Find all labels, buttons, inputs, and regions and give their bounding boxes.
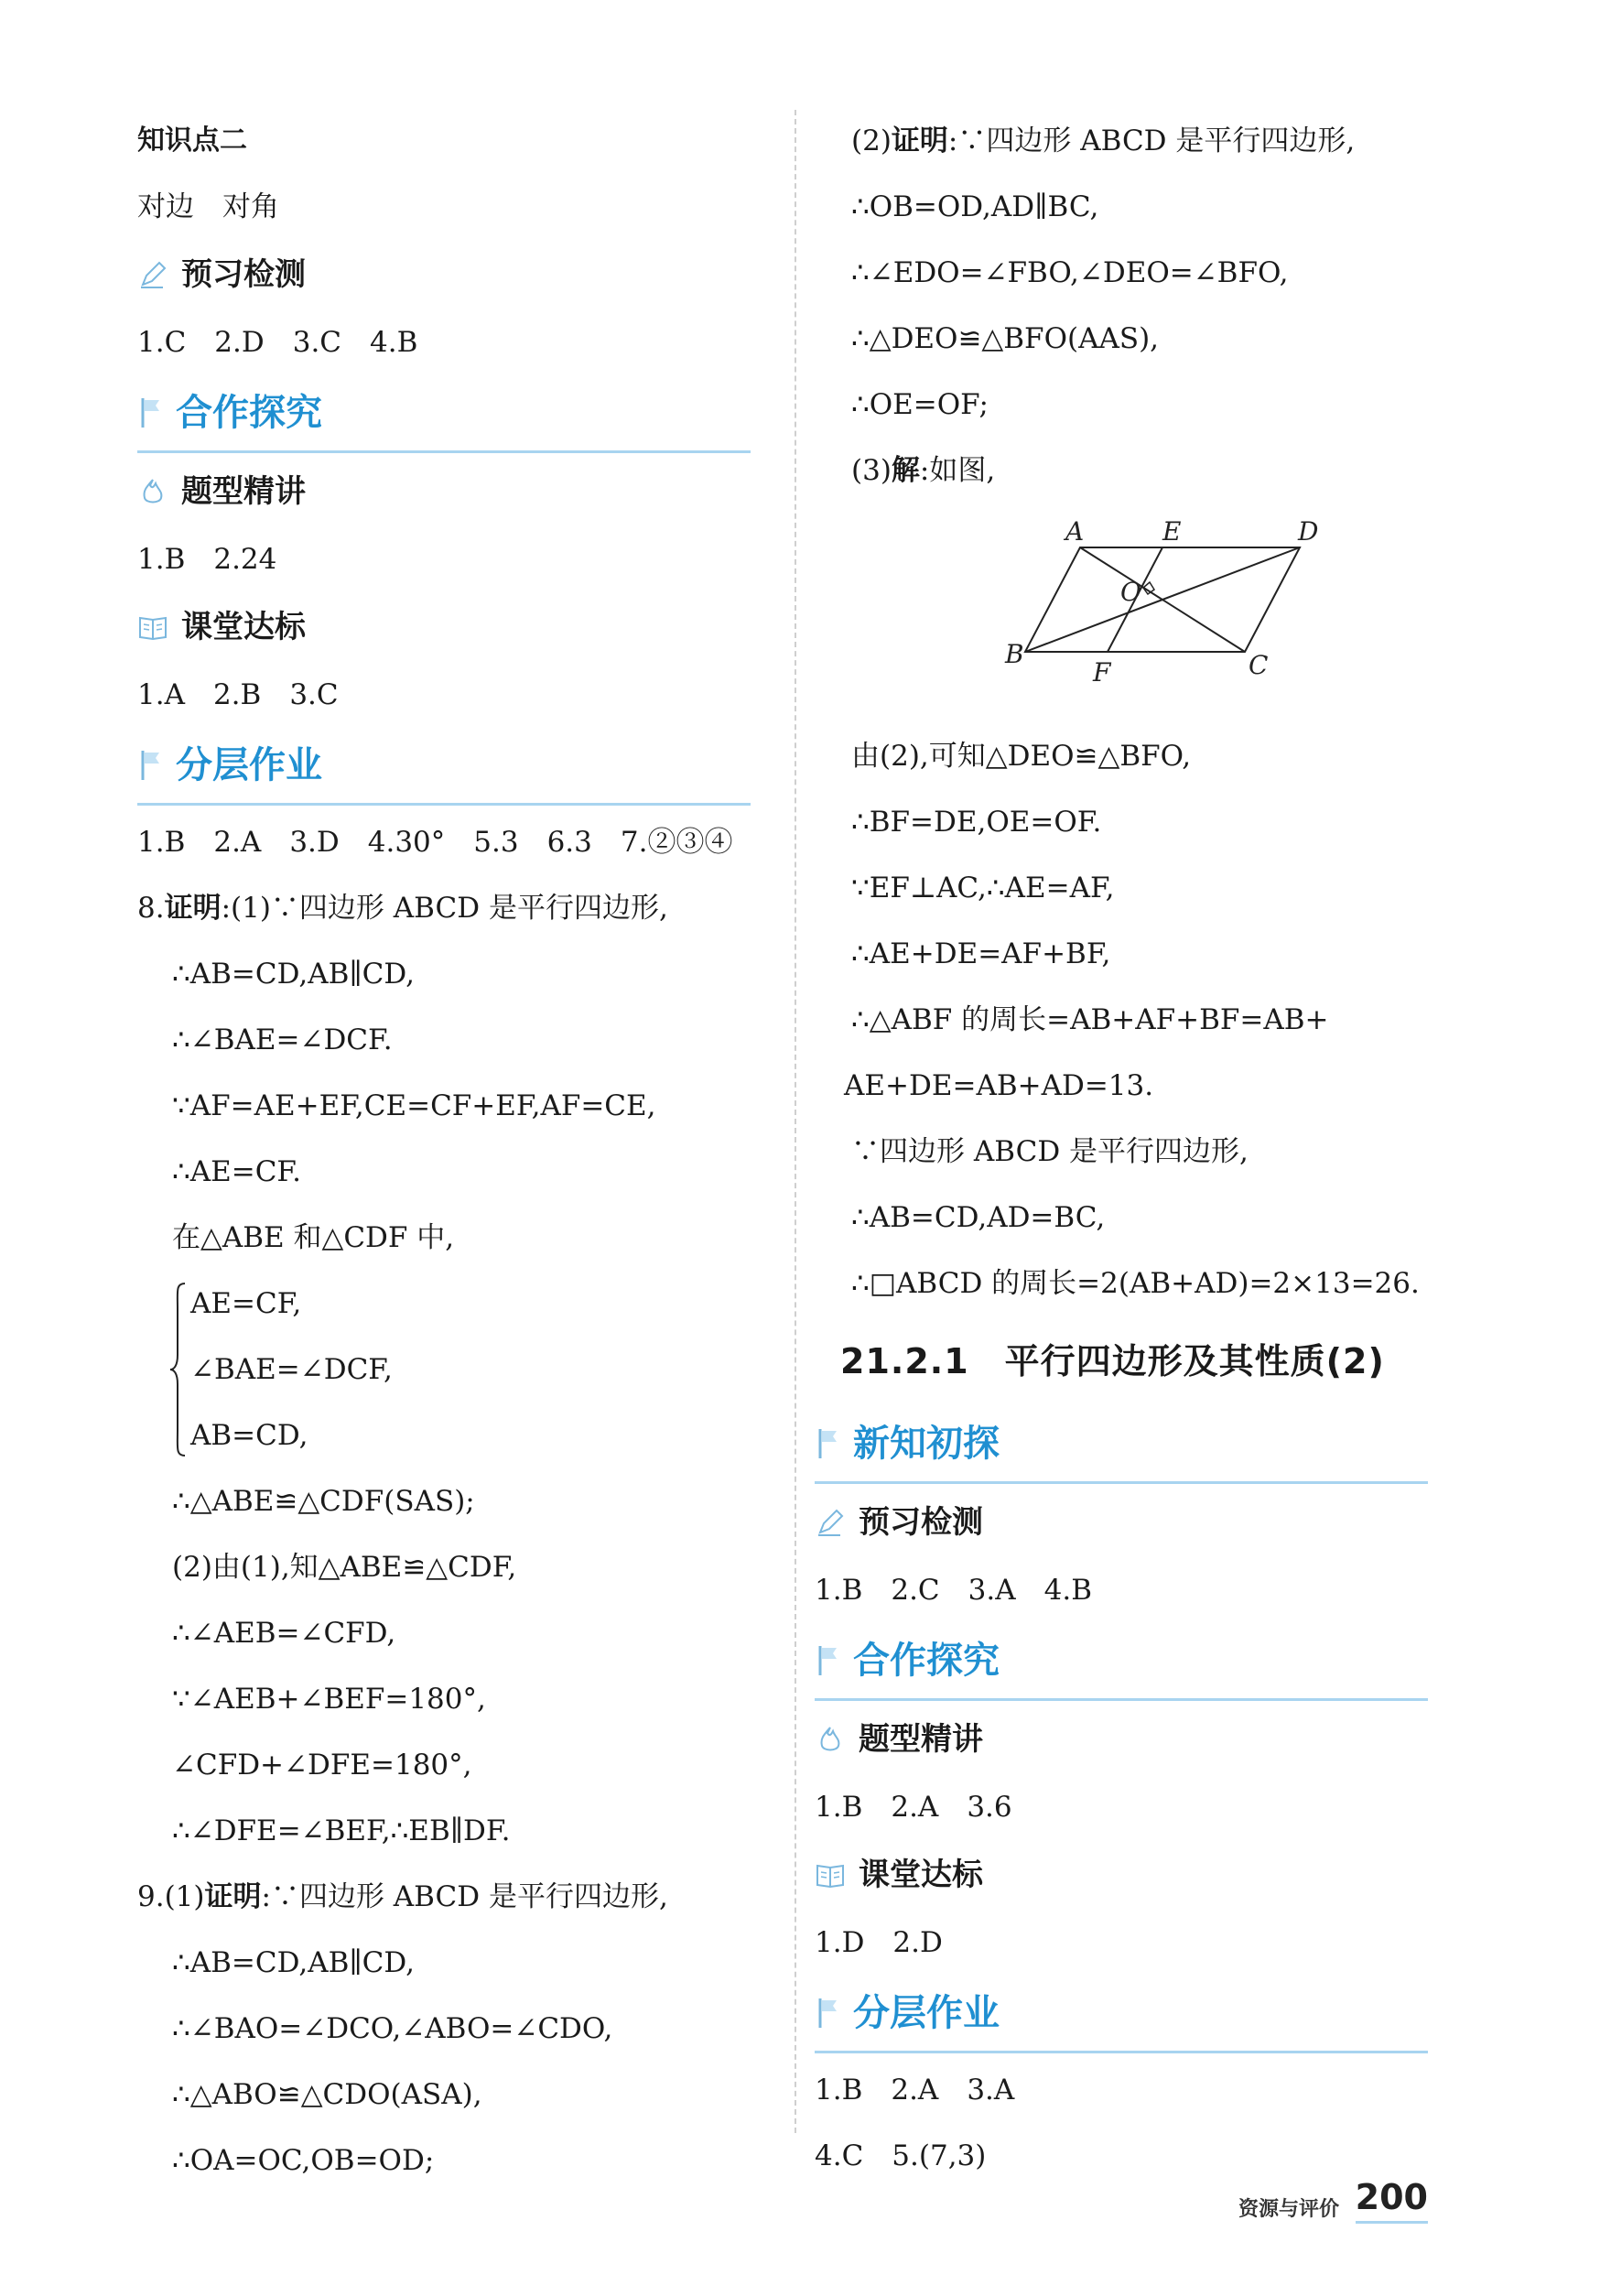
coop-heading-label: 合作探究 — [176, 392, 322, 434]
section-title: 21.2.1 平行四边形及其性质(2) — [840, 1341, 1385, 1381]
q8-line: ∴△ABE≌△CDF(SAS); — [172, 1485, 475, 1518]
q8-proof-label: 证明 — [164, 892, 222, 925]
q8-line: ∵AF=AE+EF,CE=CF+EF,AF=CE, — [172, 1089, 656, 1122]
type-heading-label: 题型精讲 — [181, 473, 306, 510]
q9-number: 9.(1) — [137, 1880, 205, 1913]
p2-line: ∴∠EDO=∠FBO,∠DEO=∠BFO, — [851, 256, 1289, 289]
q8-first-line — [137, 875, 760, 941]
flame-icon — [815, 1724, 846, 1755]
preview-heading — [815, 1488, 1455, 1557]
type-heading — [137, 457, 760, 526]
right-column — [815, 108, 1455, 2189]
system-line: AB=CD, — [190, 1419, 308, 1452]
p2-proof-label: 证明 — [891, 125, 948, 157]
class-answers: 1.A 2.B 3.C — [137, 678, 339, 711]
p3-line: AE+DE=AB+AD=13. — [844, 1069, 1154, 1102]
class-answers: 1.D 2.D — [815, 1926, 943, 1959]
p3-line: ∴△ABF 的周长=AB+AF+BF=AB+ — [851, 1003, 1329, 1036]
left-brace-icon — [168, 1282, 187, 1457]
p3-number: (3) — [851, 454, 892, 487]
q9-line: ∴OA=OC,OB=OD; — [172, 2144, 435, 2177]
preview-answers: 1.B 2.C 3.A 4.B — [815, 1574, 1092, 1607]
q8-line: ∴∠AEB=∠CFD, — [172, 1617, 396, 1650]
class-heading-label: 课堂达标 — [859, 1857, 983, 1893]
q8-line: ∴AB=CD,AB∥CD, — [172, 958, 415, 991]
label-e: E — [1162, 516, 1182, 547]
preview-answers: 1.C 2.D 3.C 4.B — [137, 326, 418, 359]
left-column — [137, 108, 760, 2193]
q8-number: 8. — [137, 892, 165, 925]
p2-line: ∴OB=OD,AD∥BC, — [851, 190, 1099, 223]
knowledge-point-title: 知识点二 — [137, 125, 247, 157]
preview-heading — [137, 240, 760, 309]
q8-equation-system — [137, 1271, 760, 1468]
label-b: B — [1005, 639, 1024, 669]
q9-proof-label: 证明 — [204, 1880, 262, 1913]
flag-icon — [815, 1425, 842, 1462]
parallelogram-diagram — [1005, 513, 1319, 723]
column-divider — [795, 110, 796, 2133]
p2-first-text: :∵四边形 ABCD 是平行四边形, — [947, 125, 1356, 157]
system-line: ∠BAE=∠DCF, — [190, 1353, 393, 1386]
q9-line: ∴AB=CD,AB∥CD, — [172, 1946, 415, 1979]
q8-line: 在△ABE 和△CDF 中, — [172, 1221, 455, 1254]
p3-line: ∴AB=CD,AD=BC, — [851, 1201, 1106, 1234]
q8-line: ∴∠DFE=∠BEF,∴EB∥DF. — [172, 1814, 511, 1847]
class-heading-label: 课堂达标 — [181, 609, 306, 645]
pencil-icon — [137, 259, 168, 290]
label-c: C — [1249, 650, 1269, 680]
layer-answers: 1.B 2.A 3.D 4.30° 5.3 6.3 7.②③④ — [137, 826, 733, 859]
parallelogram-figure — [851, 504, 1455, 723]
label-a: A — [1065, 516, 1085, 547]
q8-line: ∵∠AEB+∠BEF=180°, — [172, 1683, 486, 1716]
q9-line: ∴△ABO≌△CDO(ASA), — [172, 2078, 482, 2111]
preview-heading-label: 预习检测 — [181, 256, 306, 293]
type-answers: 1.B 2.A 3.6 — [815, 1791, 1012, 1824]
q8-line: ∴AE=CF. — [172, 1155, 301, 1188]
book-icon — [137, 612, 168, 643]
p2-line: ∴OE=OF; — [851, 388, 989, 421]
layer-heading — [137, 728, 751, 806]
label-f: F — [1093, 657, 1111, 688]
type-heading — [815, 1705, 1455, 1774]
layer-heading — [815, 1976, 1428, 2053]
system-line: AE=CF, — [190, 1287, 302, 1320]
type-answers: 1.B 2.24 — [137, 543, 277, 576]
p3-line: ∵EF⊥AC,∴AE=AF, — [851, 872, 1115, 904]
coop-heading — [815, 1623, 1428, 1701]
q8-line: (2)由(1),知△ABE≌△CDF, — [172, 1551, 517, 1584]
coop-heading-label: 合作探究 — [853, 1640, 1000, 1682]
footer-label: 资源与评价 — [1238, 2198, 1339, 2221]
preview-heading-label: 预习检测 — [859, 1504, 983, 1541]
flame-icon — [137, 476, 168, 507]
q9-line: ∴∠BAO=∠DCO,∠ABO=∠CDO, — [172, 2012, 613, 2045]
new-knowledge-heading — [815, 1406, 1428, 1484]
p3-line: ∵四边形 ABCD 是平行四边形, — [851, 1135, 1249, 1168]
class-heading — [137, 592, 760, 662]
p3-line: ∴AE+DE=AF+BF, — [851, 937, 1111, 970]
q8-first-text: :(1)∵四边形 ABCD 是平行四边形, — [221, 892, 668, 925]
p3-first-text: :如图, — [919, 454, 996, 487]
class-heading — [815, 1840, 1455, 1910]
page-number: 200 — [1356, 2177, 1428, 2224]
flag-icon — [815, 1642, 842, 1679]
knowledge-point-answer: 对边 对角 — [137, 190, 279, 223]
p3-solution-label: 解 — [891, 454, 920, 487]
label-d: D — [1298, 516, 1319, 547]
new-knowledge-heading-label: 新知初探 — [853, 1423, 1000, 1465]
p2-first-line — [851, 108, 1455, 174]
p3-line: 由(2),可知△DEO≌△BFO, — [851, 740, 1192, 773]
coop-heading — [137, 375, 751, 453]
q9-first-text: :∵四边形 ABCD 是平行四边形, — [261, 1880, 668, 1913]
p2-number: (2) — [851, 125, 892, 157]
p3-line: ∴BF=DE,OE=OF. — [851, 806, 1102, 839]
right-proof-block — [815, 108, 1455, 1316]
p3-first-line — [851, 438, 1455, 504]
q9-first-line — [137, 1864, 760, 1930]
flag-icon — [137, 395, 165, 431]
layer-answers: 4.C 5.(7,3) — [815, 2139, 987, 2172]
flag-icon — [137, 747, 165, 784]
layer-heading-label: 分层作业 — [176, 744, 322, 786]
book-icon — [815, 1859, 846, 1890]
layer-answers: 1.B 2.A 3.A — [815, 2074, 1015, 2106]
p3-line: ∴□ABCD 的周长=2(AB+AD)=2×13=26. — [851, 1267, 1420, 1300]
p2-line: ∴△DEO≌△BFO(AAS), — [851, 322, 1160, 355]
q8-line: ∴∠BAE=∠DCF. — [172, 1023, 393, 1056]
label-o: O — [1120, 577, 1141, 607]
q8-line: ∠CFD+∠DFE=180°, — [172, 1749, 472, 1782]
type-heading-label: 题型精讲 — [859, 1721, 983, 1758]
pencil-icon — [815, 1507, 846, 1538]
flag-icon — [815, 1995, 842, 2031]
layer-heading-label: 分层作业 — [853, 1992, 1000, 2034]
